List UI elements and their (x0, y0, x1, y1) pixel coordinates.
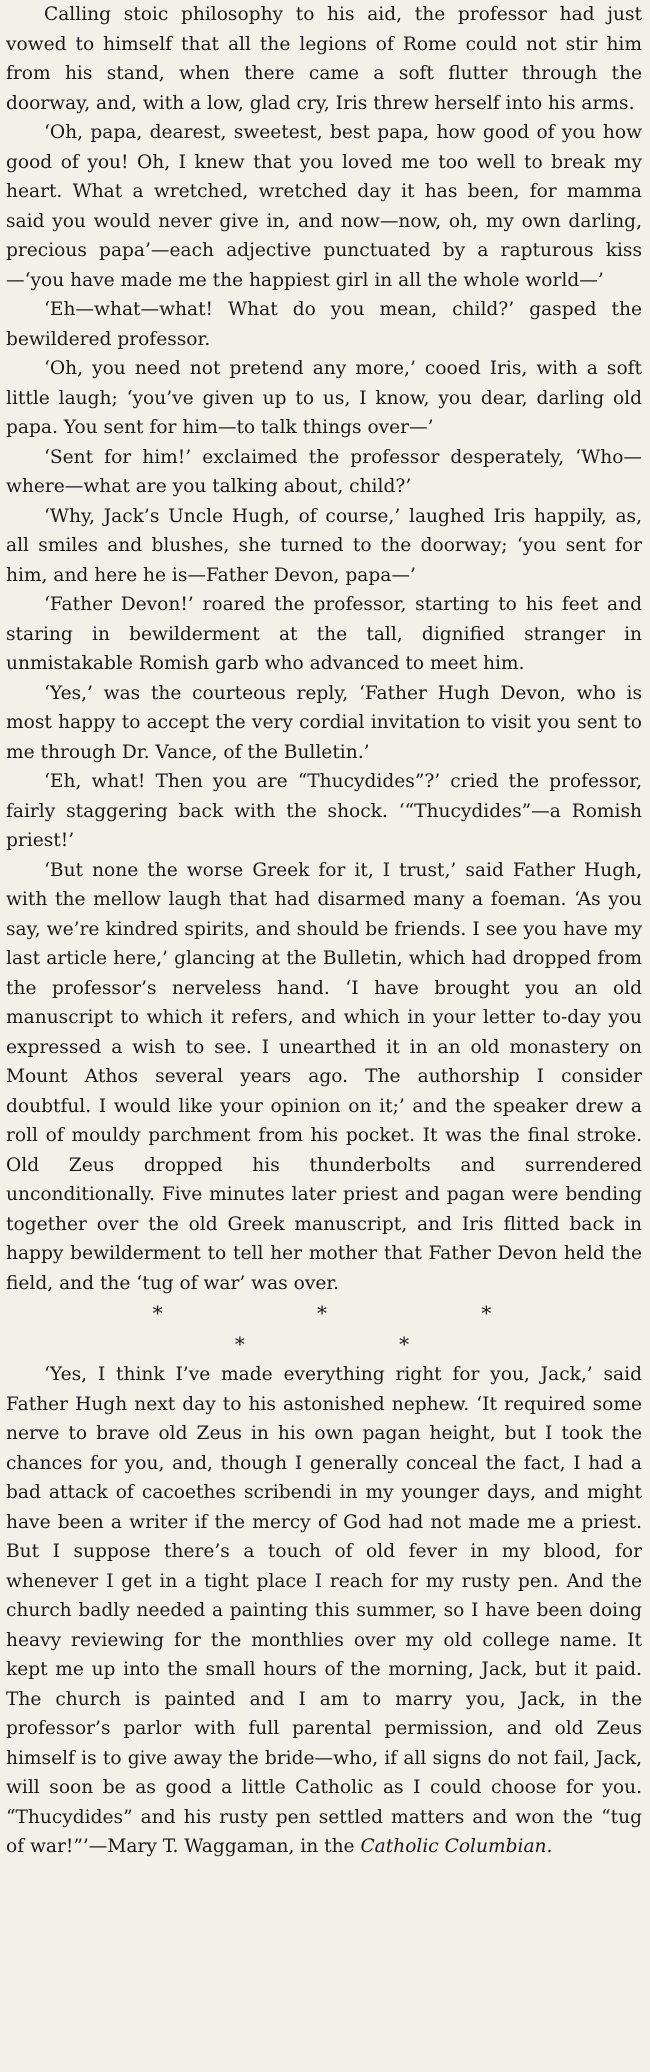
article-paragraph-7: ‘Father Devon!’ roared the professor, starting to his feet and staring in bewilderment at the tall, dignified stranger in unmistakable Romish garb who advanced to meet him. (6, 594, 642, 674)
article-column (6, 0, 642, 1862)
article-paragraph-5: ‘Sent for him!’ exclaimed the professor desperately, ‘Who—where—what are you talking about, child?’ (6, 446, 642, 497)
byline-prefix: —Mary T. Waggaman, in the (88, 1836, 361, 1857)
section-divider: * * * * * (152, 1301, 566, 1356)
article-paragraph-6: ‘Why, Jack’s Uncle Hugh, of course,’ laughed Iris happily, as, all smiles and blushes, she turned to the doorway; ‘you sent for him, and here he is—Father Devon, papa—’ (6, 505, 642, 586)
byline (89, 1836, 553, 1857)
article-paragraph-3: ‘Eh—what—what! What do you mean, child?’ gasped the bewildered professor. (6, 299, 642, 350)
article-paragraph-9: ‘Eh, what! Then you are “Thucydides”?’ cried the professor, fairly staggering back with the shock. ‘“Thucydides”—a Romish priest!’ (6, 771, 642, 851)
article-paragraph-10: ‘But none the worse Greek for it, I trust,’ said Father Hugh, with the mellow laugh that had disarmed many a foeman. ‘As you say, we’re kindred spirits, and should be friends. I see you have my last article here,’ glancing at the Bulletin, which had dropped from the professor’s nerveless hand. ‘I have brought you an old manuscript to which it refers, and which in your letter to-day you expressed a wish to see. I unearthed it in an old monastery on Mount Athos several years ago. The authorship I consider doubtful. I would like your opinion on it;’ and the speaker drew a roll of mouldy parchment from his pocket. It was the final stroke. Old Zeus dropped his thunderbolts and surrendered unconditionally. Five minutes later priest and pagan were bending together over the old Greek manuscript, and Iris flitted back in happy bewilderment to tell her mother that Father Devon held the field, and the ‘tug of war’ was over. (6, 859, 642, 1294)
article-paragraph-2: ‘Oh, papa, dearest, sweetest, best papa, how good of you how good of you! Oh, I knew that you loved me too well to break my heart. What a wretched, wretched day it has been, for mamma said you would never give in, and now—now, oh, my own darling, precious papa’—each adjective punctuated by a rapturous kiss—‘you have made me the happiest girl in all the whole world—’ (6, 122, 642, 291)
byline-publication: Catholic Columbian. (360, 1836, 553, 1857)
article-paragraph-1: Calling stoic philosophy to his aid, the professor had just vowed to himself that all the legions of Rome could not stir him from his stand, when there came a soft flutter through the doorway, and, with a low, glad cry, Iris threw herself into his arms. (6, 4, 642, 114)
closing-paragraph-text: ‘Yes, I think I’ve made everything right for you, Jack,’ said Father Hugh next day to his astonished nephew. ‘It required some nerve to brave old Zeus in his own pagan height, but I took the chances for you, and, though I generally conceal the fact, I had a bad attack of cacoethes scribendi in my younger days, and might have been a writer if the mercy of God had not made me a priest. But I suppose there’s a touch of old fever in my blood, for whenever I get in a tight place I reach for my rusty pen. And the church badly needed a painting this summer, so I have been doing heavy reviewing for the monthlies over my old college name. It kept me up into the small hours of the morning, Jack, but it paid. The church is painted and I am to marry you, Jack, in the professor’s parlor with full parental permission, and old Zeus himself is to give away the bride—who, if all signs do not fail, Jack, will soon be as good a little Catholic as I could choose for you. “Thucydides” and his rusty pen settled matters and won the “tug of war!”’ (6, 1364, 642, 1857)
article-paragraph-8: ‘Yes,’ was the courteous reply, ‘Father Hugh Devon, who is most happy to accept the very cordial invitation to visit you sent to me through Dr. Vance, of the Bulletin.’ (6, 682, 642, 763)
article-paragraph-4: ‘Oh, you need not pretend any more,’ cooed Iris, with a soft little laugh; ‘you’ve given up to us, I know, you dear, darling old papa. You sent for him—to talk things over—’ (6, 358, 642, 438)
closing-paragraph (6, 1360, 642, 1862)
